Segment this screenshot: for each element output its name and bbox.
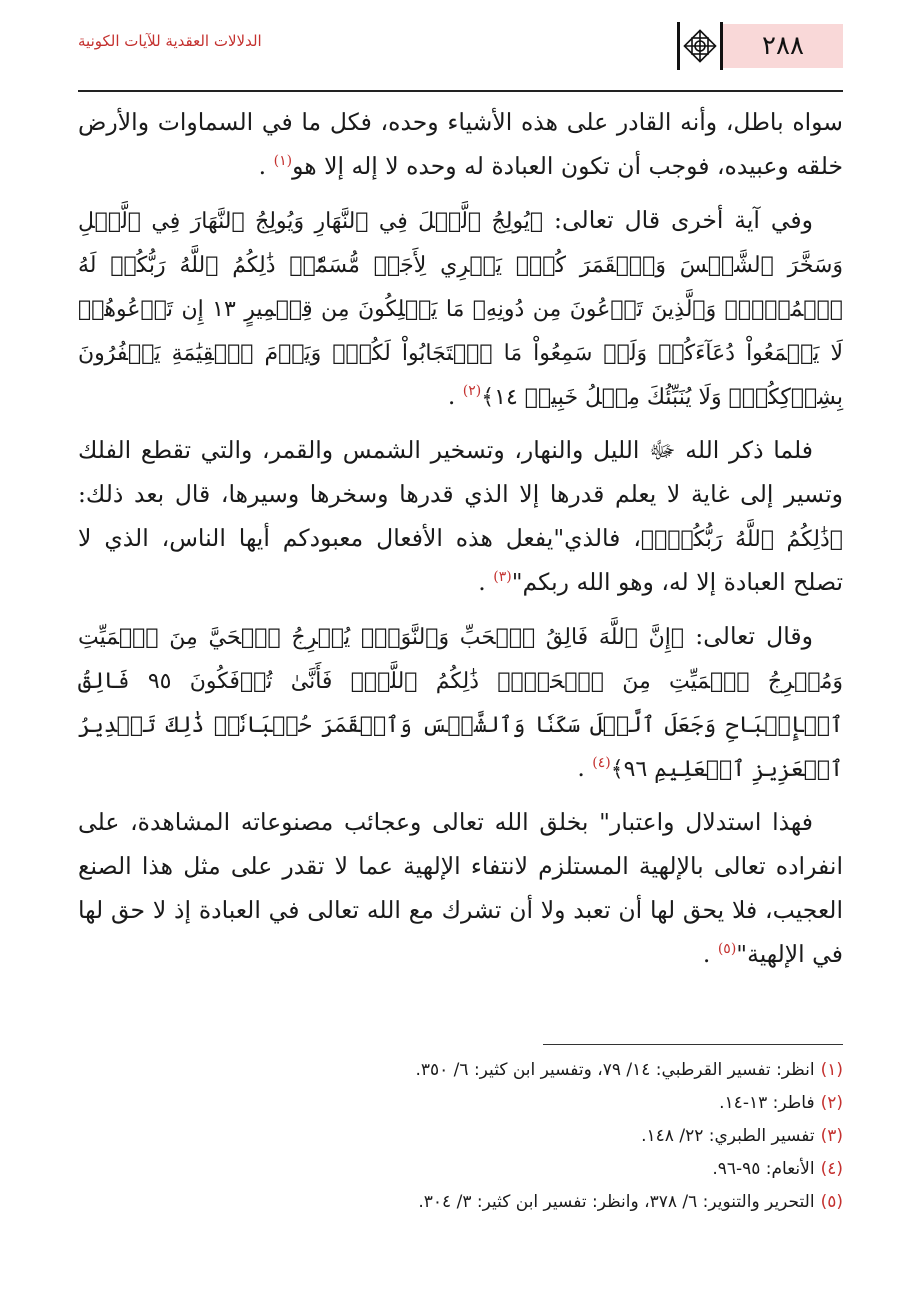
footnote-number: (٣) [820, 1126, 843, 1146]
ornament-icon-graphic [683, 27, 717, 65]
footnote-divider [543, 1044, 843, 1045]
running-title-text: الدلالات العقدية للآيات الكونية [78, 32, 262, 50]
paragraph-text: فهذا استدلال واعتبار" بخلق الله تعالى وعجائب مصنوعاته المشاهدة، على انفراده تعالى بالإلهية المستلزم لانتفاء الإلهية عما لا تقدر على مثل هذا الصنع العجيب، فلا يحق لها أن تعبد ولا أن تشرك مع الله تعالى في العبادة إذ لا حق لها في الإلهية" [78, 808, 843, 968]
main-text [78, 100, 843, 986]
footnote-ref: (٤) [592, 755, 611, 772]
footnote-5 [78, 1186, 843, 1219]
paragraph-end: . [447, 382, 463, 410]
paragraph-text: ، فالذي"يفعل هذه الأفعال معبودكم أيها الناس، الذي لا تصلح العبادة إلا له، وهو الله ربكم" [78, 524, 843, 596]
paragraph-2 [78, 198, 843, 418]
running-title [78, 32, 498, 50]
paragraph-4 [78, 614, 843, 790]
quran-verse: ﴿يُولِجُ ٱلَّيۡلَ فِي ٱلنَّهَارِ وَيُولِجُ ٱلنَّهَارَ فِي ٱلَّيۡلِ وَسَخَّرَ ٱلشَّمۡسَ وَٱلۡقَمَرَ كُلّٞ يَجۡرِي لِأَجَلٖ مُّسَمّٗىۚ ذَٰلِكُمُ ٱللَّهُ رَبُّكُمۡ لَهُ ٱلۡمُلۡكُۚ وَٱلَّذِينَ تَدۡعُونَ مِن دُونِهِۦ مَا يَمۡلِكُونَ مِن قِطۡمِيرٍ ١٣ إِن تَدۡعُوهُمۡ لَا يَسۡمَعُواْ دُعَآءَكُمۡ وَلَوۡ سَمِعُواْ مَا ٱسۡتَجَابُواْ لَكُمۡۖ وَيَوۡمَ ٱلۡقِيَٰمَةِ يَكۡفُرُونَ بِشِرۡكِكُمۡۚ وَلَا يُنَبِّئُكَ مِثۡلُ خَبِيرٖ ١٤﴾ [78, 209, 844, 410]
paragraph-intro: وقال تعالى: [684, 622, 813, 650]
footnote-text: فاطر: ١٣-١٤. [719, 1093, 815, 1113]
footnote-2 [78, 1087, 843, 1120]
paragraph-intro: وفي آية أخرى قال تعالى: [543, 206, 813, 234]
paragraph-end: . [478, 568, 494, 596]
ornament-icon [677, 22, 723, 70]
footnote-ref: (٢) [462, 383, 482, 400]
footnote-ref: (١) [273, 153, 293, 170]
paragraph-1 [78, 100, 843, 188]
footnote-number: (٥) [820, 1192, 843, 1212]
paragraph-5 [78, 800, 843, 976]
paragraph-end: . [702, 940, 718, 968]
footnote-text: انظر: تفسير القرطبي: ١٤/ ٧٩، وتفسير ابن كثير: ٦/ ٣٥٠. [415, 1060, 815, 1080]
footnote-ref: (٣) [493, 569, 512, 586]
quran-verse: ﴿ذَٰلِكُمُ ٱللَّهُ رَبُّكُمۡۖ﴾ [640, 527, 843, 552]
footnote-1 [78, 1054, 843, 1087]
footnote-3 [78, 1120, 843, 1153]
header-divider [78, 90, 843, 92]
paragraph-end: . [258, 152, 274, 180]
footnote-number: (١) [820, 1060, 843, 1080]
quran-verse: ﴿إِنَّ ٱللَّهَ فَالِقُ ٱلۡحَبِّ وَٱلنَّوَىٰۖ يُخۡرِجُ ٱلۡحَيَّ مِنَ ٱلۡمَيِّتِ وَمُخۡرِجُ ٱلۡمَيِّتِ مِنَ ٱلۡحَيِّۚ ذَٰلِكُمُ ٱللَّهُۖ فَأَنَّىٰ تُؤۡفَكُونَ ٩٥ فَالِقُ ٱلۡإِصۡبَاحِ وَجَعَلَ ٱلَّيۡلَ سَكَنٗا وَٱلشَّمۡسَ وَٱلۡقَمَرَ حُسۡبَانٗاۚ ذَٰلِكَ تَقۡدِيرُ ٱلۡعَزِيزِ ٱلۡعَلِيمِ ٩٦﴾ [78, 625, 843, 782]
paragraph-3 [78, 428, 843, 604]
footnotes [78, 1054, 843, 1219]
footnote-text: تفسير الطبري: ٢٢/ ١٤٨. [641, 1126, 815, 1146]
paragraph-end: . [577, 754, 593, 782]
footnote-text: الأنعام: ٩٥-٩٦. [712, 1159, 815, 1179]
page-header [0, 18, 921, 74]
footnote-number: (٢) [820, 1093, 843, 1113]
footnote-text: التحرير والتنوير: ٦/ ٣٧٨، وانظر: تفسير ابن كثير: ٣/ ٣٠٤. [418, 1192, 815, 1212]
page-number: ٢٨٨ [723, 24, 843, 68]
footnote-number: (٤) [820, 1159, 843, 1179]
footnote-4 [78, 1153, 843, 1186]
paragraph-text: فلما ذكر الله ﷻ الليل والنهار، وتسخير الشمس والقمر، والتي تقطع الفلك وتسير إلى غاية لا يعلم قدرها إلا الذي قدرها وسخرها وسيرها، قال بعد ذلك: [78, 436, 843, 508]
paragraph-text: سواه باطل، وأنه القادر على هذه الأشياء وحده، فكل ما في السماوات والأرض خلقه وعبيده، فوجب أن تكون العبادة له وحده لا إله إلا هو [78, 108, 843, 180]
footnote-ref: (٥) [717, 941, 737, 958]
